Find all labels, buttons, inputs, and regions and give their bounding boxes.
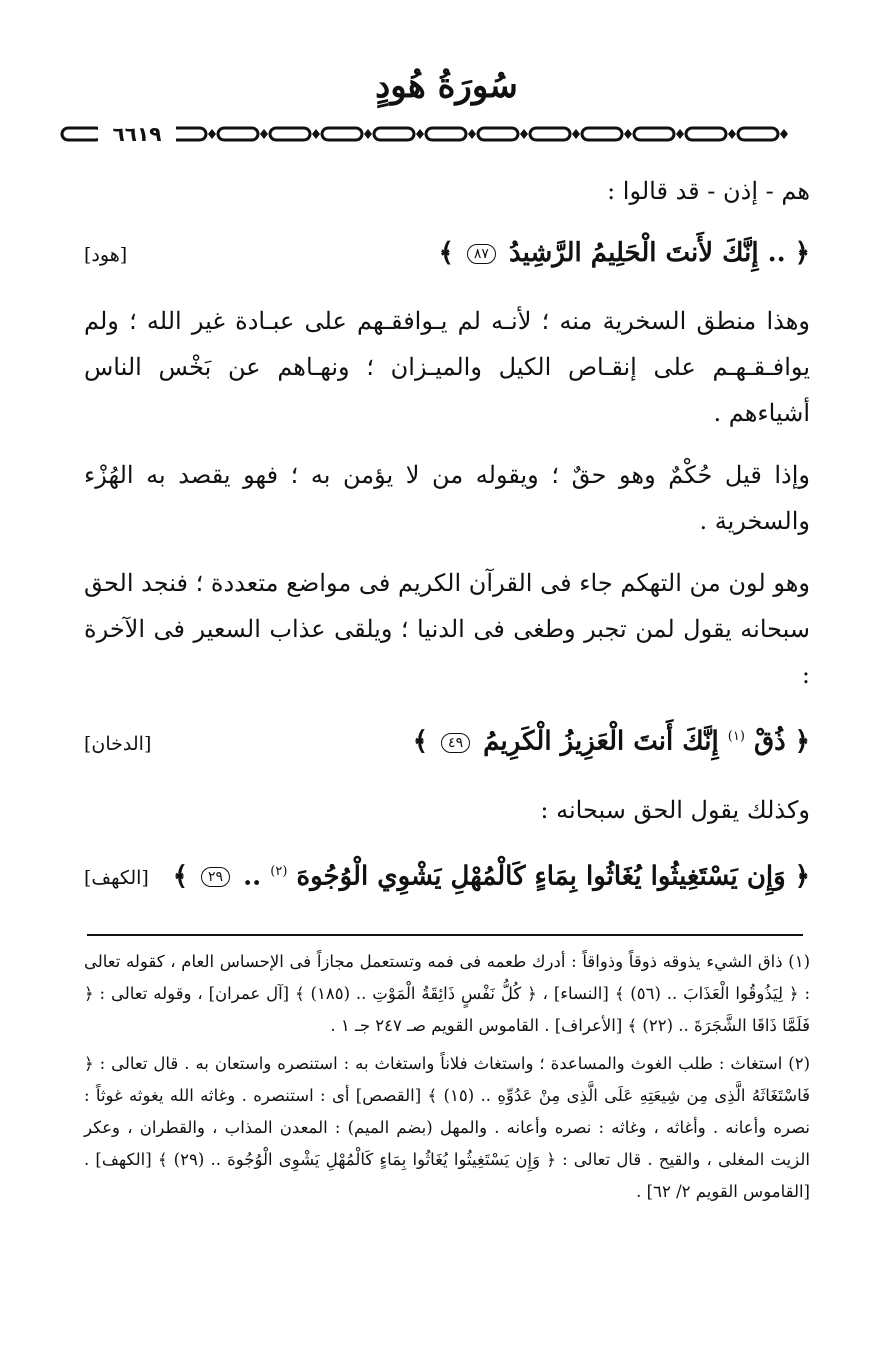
footnote-marker: (٢) [270,863,288,879]
paragraph: هم - إذن - قد قالوا : [607,177,810,205]
chain-link [634,128,674,140]
ayah-number: ٤٩ [441,733,470,753]
chain-diamond [208,129,216,139]
quran-verse [84,230,810,278]
ayah-number: ٨٧ [467,244,496,264]
paragraph: وهو لون من التهكم جاء فى القرآن الكريم فى مواضع متعددة ؛ فنجد الحق سبحانه يقول لمن تجبر وطغى فى الدنيا ؛ ويلقى عذاب السعير فى الآخرة : [84,569,810,689]
quran-verse [84,714,810,767]
paragraph: وكذلك يقول الحق سبحانه : [540,795,810,824]
page-number: ٦٦١٩ [98,123,176,145]
footnote-marker: (١) [727,729,745,744]
main-text [84,168,810,921]
paragraph: وإذا قيل حُكْمٌ وهو حقٌ ؛ ويقوله من لا يؤمن به ؛ فهو يقصد به الهُزْء والسخرية . [84,461,810,535]
verse-words: إِنَّكَ أَنتَ الْعَزِيزُ الْكَرِيمُ [483,726,719,757]
chain-link [582,128,622,140]
chain-link [322,128,362,140]
chain-link [270,128,310,140]
paragraph: وهذا منطق السخرية منه ؛ لأنـه لم يـوافقـهم على عبـادة غير الله ؛ ولم يوافـقـهـم على إنقـاص الكيل والميـزان ؛ ونهـاهم عن بَخْس الناس أشياءهم . [84,307,811,427]
surah-reference: [هود] [84,244,128,266]
verse-words: ﴿ .. إِنَّكَ لأَنتَ الْحَلِيمُ الرَّشِيدُ [508,238,810,268]
verse-text [173,849,810,900]
surah-reference: [الدخان] [84,732,152,755]
footnote: (٢) استغاث : طلب الغوث والمساعدة ؛ واستغاث فلاناً واستغاث به : استنصره واستعان به . قال تعالى : ﴿ فَاسْتَغَاثَهُ الَّذِى مِن شِيعَتِهِ عَلَى الَّذِى مِنْ عَدُوِّهِ .. (١٥) ﴾ [القصص] أى : استنصره . وغاثه الله يغوثه غوثاً : نصره وأعانه . وأغاثه ، وغاثه : نصره وأعانه . والمهل (بضم الميم) : المعدن المذاب ، والقطران ، وعكر الزيت المغلى ، والقيح . قال تعالى : ﴿ وَإِن يَسْتَغِيثُوا يُغَاثُوا بِمَاءٍ كَالْمُهْلِ يَشْوِى الْوُجُوهَ .. (٢٩) ﴾ [الكهف] . [القاموس القويم ٢/ ٦٢] . [84,1054,810,1201]
chain-link [426,128,466,140]
surah-reference: [الكهف] [84,867,149,890]
ayah-number: ٢٩ [201,867,230,887]
verse-text [439,230,810,276]
footnotes [84,946,810,1214]
chain-diamond [780,129,788,139]
chain-diamond [728,129,736,139]
verse-bracket: ﴾ [438,238,454,268]
verse-bracket: ﴾ [412,726,428,757]
verse-words: ﴿ وَإِن يَسْتَغِيثُوا يُغَاثُوا بِمَاءٍ كَالْمُهْلِ يَشْوِي الْوُجُوهَ [296,861,810,892]
footnote-divider [87,934,803,936]
chain-diamond [520,129,528,139]
quran-verse [84,849,810,902]
chain-link [62,128,102,140]
verse-bracket: ﴾ [172,861,188,892]
chain-link [686,128,726,140]
chain-diamond [312,129,320,139]
chain-diamond [468,129,476,139]
chain-diamond [364,129,372,139]
surah-title: سُورَةُ هُودٍ [375,66,518,106]
verse-ellipsis: .. [243,861,262,892]
verse-words: ﴿ ذُقْ [753,726,810,757]
chain-diamond [572,129,580,139]
chain-diamond [624,129,632,139]
chain-diamond [260,129,268,139]
chain-link [374,128,414,140]
verse-text [413,714,810,765]
chain-link [218,128,258,140]
footnote: (١) ذاق الشيء يذوقه ذوقاً وذواقاً : أدرك طعمه فى فمه وتستعمل مجازاً فى الإحساس العام ، كقوله تعالى : ﴿ لِيَذُوقُوا الْعَذَابَ .. (٥٦) ﴾ [النساء] ، ﴿ كُلُّ نَفْسٍ ذَائِقَةُ الْمَوْتِ .. (١٨٥) ﴾ [آل عمران] ، وقوله تعالى : ﴿ فَلَمَّا ذَاقَا الشَّجَرَةَ .. (٢٢) ﴾ [الأعراف] . القاموس القويم صـ ٢٤٧ جـ ١ . [84,952,810,1035]
chain-diamond [416,129,424,139]
chain-link [478,128,518,140]
chain-link [738,128,778,140]
chain-link [530,128,570,140]
chain-diamond [676,129,684,139]
